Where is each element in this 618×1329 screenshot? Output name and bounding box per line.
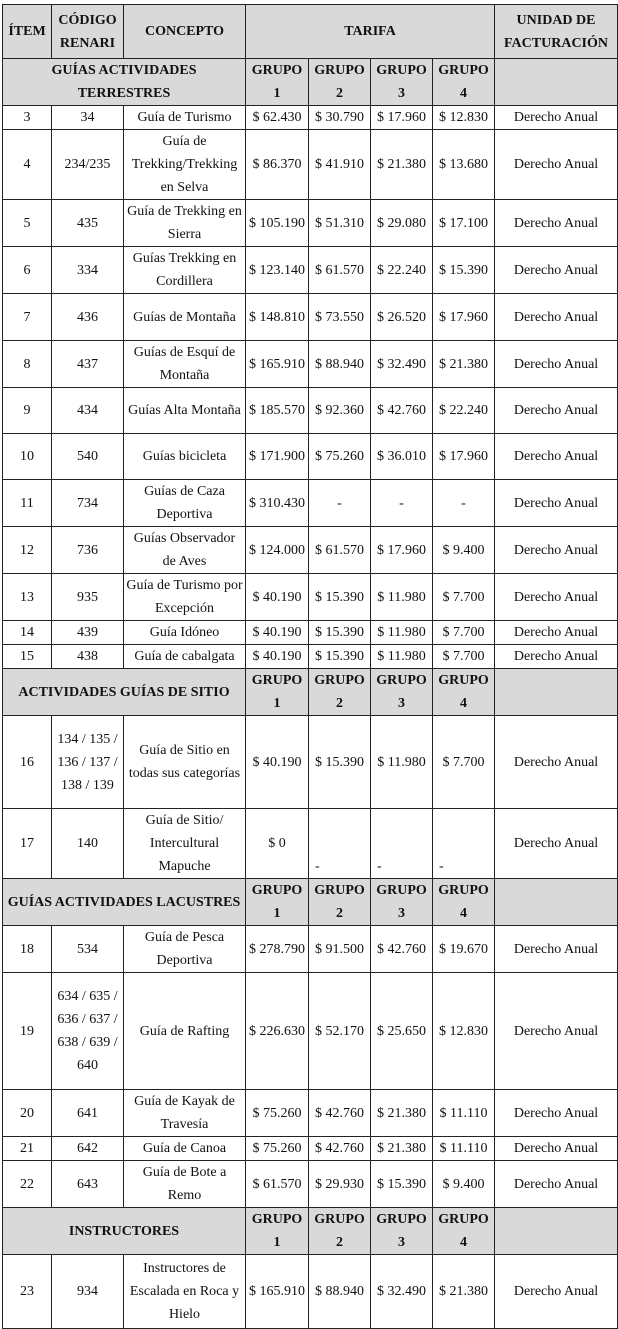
tariff-group-4: $ 7.700 <box>433 574 495 621</box>
billing-unit: Derecho Anual <box>495 809 618 879</box>
tariff-group-3: $ 21.380 <box>371 1137 433 1161</box>
concept: Guía de Bote a Remo <box>124 1161 246 1208</box>
table-row <box>3 574 618 621</box>
concept: Guía de Rafting <box>124 973 246 1090</box>
billing-unit: Derecho Anual <box>495 130 618 200</box>
billing-unit: Derecho Anual <box>495 247 618 294</box>
billing-unit: Derecho Anual <box>495 294 618 341</box>
item-number: 4 <box>3 130 52 200</box>
tariff-group-2: $ 91.500 <box>309 926 371 973</box>
item-number: 22 <box>3 1161 52 1208</box>
table-row <box>3 1090 618 1137</box>
tariff-group-4: $ 9.400 <box>433 1161 495 1208</box>
concept: Guías bicicleta <box>124 434 246 480</box>
tariff-group-3: $ 21.380 <box>371 130 433 200</box>
tariff-group-1: $ 75.260 <box>246 1137 309 1161</box>
renari-code: 437 <box>52 341 124 388</box>
tariff-group-4: $ 11.110 <box>433 1137 495 1161</box>
tariff-group-2: $ 61.570 <box>309 247 371 294</box>
item-number: 14 <box>3 621 52 645</box>
tariff-group-2: $ 15.390 <box>309 574 371 621</box>
group-header: GRUPO 2 <box>309 1208 371 1255</box>
concept: Guías Trekking en Cordillera <box>124 247 246 294</box>
tariff-group-4: $ 22.240 <box>433 388 495 434</box>
table-row <box>3 926 618 973</box>
concept: Guía de Sitio/ Intercultural Mapuche <box>124 809 246 879</box>
tariff-group-4: $ 17.960 <box>433 434 495 480</box>
renari-code: 641 <box>52 1090 124 1137</box>
concept: Guía de Kayak de Travesía <box>124 1090 246 1137</box>
item-number: 7 <box>3 294 52 341</box>
billing-unit: Derecho Anual <box>495 480 618 527</box>
renari-code: 436 <box>52 294 124 341</box>
tariff-group-3: $ 29.080 <box>371 200 433 247</box>
concept: Guía de Canoa <box>124 1137 246 1161</box>
header-unidad: UNIDAD DE FACTURACIÓN <box>495 5 618 59</box>
concept: Guía de Trekking/Trekking en Selva <box>124 130 246 200</box>
tariff-group-1: $ 40.190 <box>246 621 309 645</box>
billing-unit: Derecho Anual <box>495 716 618 809</box>
group-header: GRUPO 3 <box>371 879 433 926</box>
header-item: ÍTEM <box>3 5 52 59</box>
section-title: ACTIVIDADES GUÍAS DE SITIO <box>3 669 246 716</box>
tariff-group-2: $ 29.930 <box>309 1161 371 1208</box>
tariff-group-2: $ 42.760 <box>309 1090 371 1137</box>
table-row <box>3 973 618 1090</box>
tariff-group-2: $ 15.390 <box>309 645 371 669</box>
tariff-group-1: $ 40.190 <box>246 574 309 621</box>
section-blank <box>495 879 618 926</box>
group-header: GRUPO 1 <box>246 879 309 926</box>
tariff-group-1: $ 40.190 <box>246 716 309 809</box>
renari-code: 134 / 135 / 136 / 137 / 138 / 139 <box>52 716 124 809</box>
header-tarifa: TARIFA <box>246 5 495 59</box>
renari-code: 34 <box>52 106 124 130</box>
item-number: 19 <box>3 973 52 1090</box>
renari-code: 642 <box>52 1137 124 1161</box>
tariff-group-4: - <box>433 809 495 879</box>
table-row <box>3 200 618 247</box>
section-title: GUÍAS ACTIVIDADES LACUSTRES <box>3 879 246 926</box>
renari-code: 534 <box>52 926 124 973</box>
tariff-group-4: $ 17.960 <box>433 294 495 341</box>
renari-code: 334 <box>52 247 124 294</box>
tariff-group-4: $ 7.700 <box>433 645 495 669</box>
tariff-group-3: $ 36.010 <box>371 434 433 480</box>
tariff-group-1: $ 171.900 <box>246 434 309 480</box>
tariff-group-3: $ 26.520 <box>371 294 433 341</box>
tariff-group-1: $ 123.140 <box>246 247 309 294</box>
table-row <box>3 388 618 434</box>
billing-unit: Derecho Anual <box>495 973 618 1090</box>
section-row <box>3 59 618 106</box>
tariff-group-1: $ 310.430 <box>246 480 309 527</box>
header-concepto: CONCEPTO <box>124 5 246 59</box>
tariff-group-3: $ 17.960 <box>371 527 433 574</box>
item-number: 13 <box>3 574 52 621</box>
table-row <box>3 480 618 527</box>
item-number: 18 <box>3 926 52 973</box>
tariff-group-3: $ 21.380 <box>371 1090 433 1137</box>
tariff-group-3: $ 11.980 <box>371 716 433 809</box>
concept: Guía de Turismo por Excepción <box>124 574 246 621</box>
table-row <box>3 341 618 388</box>
renari-code: 439 <box>52 621 124 645</box>
item-number: 20 <box>3 1090 52 1137</box>
tariff-group-2: $ 61.570 <box>309 527 371 574</box>
section-blank <box>495 1208 618 1255</box>
tariff-group-4: $ 12.830 <box>433 973 495 1090</box>
group-header: GRUPO 3 <box>371 669 433 716</box>
tariff-group-1: $ 105.190 <box>246 200 309 247</box>
section-row <box>3 1208 618 1255</box>
tariff-group-2: $ 41.910 <box>309 130 371 200</box>
tariff-group-2: - <box>309 809 371 879</box>
billing-unit: Derecho Anual <box>495 1255 618 1329</box>
item-number: 15 <box>3 645 52 669</box>
group-header: GRUPO 2 <box>309 669 371 716</box>
table-row <box>3 106 618 130</box>
concept: Instructores de Escalada en Roca y Hielo <box>124 1255 246 1329</box>
group-header: GRUPO 1 <box>246 669 309 716</box>
item-number: 8 <box>3 341 52 388</box>
tariff-group-4: $ 7.700 <box>433 716 495 809</box>
tariff-group-3: - <box>371 809 433 879</box>
concept: Guía Idóneo <box>124 621 246 645</box>
billing-unit: Derecho Anual <box>495 1090 618 1137</box>
tariff-group-1: $ 75.260 <box>246 1090 309 1137</box>
renari-code: 935 <box>52 574 124 621</box>
table-row <box>3 1137 618 1161</box>
concept: Guía de Turismo <box>124 106 246 130</box>
billing-unit: Derecho Anual <box>495 1161 618 1208</box>
item-number: 12 <box>3 527 52 574</box>
tariff-group-2: $ 51.310 <box>309 200 371 247</box>
tariff-group-4: $ 13.680 <box>433 130 495 200</box>
billing-unit: Derecho Anual <box>495 621 618 645</box>
section-blank <box>495 59 618 106</box>
group-header: GRUPO 1 <box>246 59 309 106</box>
tariff-group-2: $ 88.940 <box>309 341 371 388</box>
group-header: GRUPO 4 <box>433 669 495 716</box>
tariff-group-2: $ 88.940 <box>309 1255 371 1329</box>
tariff-group-1: $ 40.190 <box>246 645 309 669</box>
tariff-group-3: $ 11.980 <box>371 574 433 621</box>
tariff-group-3: $ 42.760 <box>371 388 433 434</box>
renari-code: 643 <box>52 1161 124 1208</box>
tariff-group-1: $ 185.570 <box>246 388 309 434</box>
tariff-group-3: - <box>371 480 433 527</box>
concept: Guías de Caza Deportiva <box>124 480 246 527</box>
tariff-group-1: $ 124.000 <box>246 527 309 574</box>
table-row <box>3 527 618 574</box>
section-title: GUÍAS ACTIVIDADES TERRESTRES <box>3 59 246 106</box>
tariff-group-4: $ 21.380 <box>433 341 495 388</box>
tariff-group-1: $ 148.810 <box>246 294 309 341</box>
renari-code: 934 <box>52 1255 124 1329</box>
tariff-group-2: - <box>309 480 371 527</box>
concept: Guía de cabalgata <box>124 645 246 669</box>
tariff-group-2: $ 15.390 <box>309 716 371 809</box>
section-blank <box>495 669 618 716</box>
concept: Guía de Sitio en todas sus categorías <box>124 716 246 809</box>
tariff-group-4: $ 15.390 <box>433 247 495 294</box>
billing-unit: Derecho Anual <box>495 645 618 669</box>
header-row <box>3 5 618 59</box>
renari-code: 234/235 <box>52 130 124 200</box>
section-row <box>3 669 618 716</box>
tariff-group-3: $ 42.760 <box>371 926 433 973</box>
tariff-group-2: $ 30.790 <box>309 106 371 130</box>
renari-code: 434 <box>52 388 124 434</box>
billing-unit: Derecho Anual <box>495 341 618 388</box>
header-codigo: CÓDIGO RENARI <box>52 5 124 59</box>
billing-unit: Derecho Anual <box>495 434 618 480</box>
section-row <box>3 879 618 926</box>
renari-code: 140 <box>52 809 124 879</box>
section-title: INSTRUCTORES <box>3 1208 246 1255</box>
tariff-group-3: $ 15.390 <box>371 1161 433 1208</box>
group-header: GRUPO 4 <box>433 1208 495 1255</box>
concept: Guías Alta Montaña <box>124 388 246 434</box>
tariff-group-4: $ 21.380 <box>433 1255 495 1329</box>
tariff-group-2: $ 52.170 <box>309 973 371 1090</box>
tariff-group-3: $ 25.650 <box>371 973 433 1090</box>
tariff-group-3: $ 32.490 <box>371 1255 433 1329</box>
tariff-group-1: $ 226.630 <box>246 973 309 1090</box>
item-number: 17 <box>3 809 52 879</box>
billing-unit: Derecho Anual <box>495 388 618 434</box>
group-header: GRUPO 3 <box>371 59 433 106</box>
item-number: 11 <box>3 480 52 527</box>
tariff-group-1: $ 61.570 <box>246 1161 309 1208</box>
item-number: 16 <box>3 716 52 809</box>
tariff-group-4: - <box>433 480 495 527</box>
renari-code: 435 <box>52 200 124 247</box>
table-row <box>3 645 618 669</box>
tariff-group-3: $ 11.980 <box>371 645 433 669</box>
renari-code: 634 / 635 / 636 / 637 / 638 / 639 / 640 <box>52 973 124 1090</box>
tariff-group-4: $ 11.110 <box>433 1090 495 1137</box>
tariff-group-1: $ 165.910 <box>246 341 309 388</box>
tariff-group-2: $ 75.260 <box>309 434 371 480</box>
tariff-group-1: $ 86.370 <box>246 130 309 200</box>
item-number: 23 <box>3 1255 52 1329</box>
renari-code: 540 <box>52 434 124 480</box>
concept: Guía de Pesca Deportiva <box>124 926 246 973</box>
table-row <box>3 434 618 480</box>
table-row <box>3 247 618 294</box>
tariff-group-4: $ 7.700 <box>433 621 495 645</box>
tariff-group-2: $ 15.390 <box>309 621 371 645</box>
table-row <box>3 1161 618 1208</box>
group-header: GRUPO 2 <box>309 879 371 926</box>
group-header: GRUPO 3 <box>371 1208 433 1255</box>
tariff-group-3: $ 22.240 <box>371 247 433 294</box>
table-row <box>3 621 618 645</box>
table-row <box>3 716 618 809</box>
concept: Guía de Trekking en Sierra <box>124 200 246 247</box>
renari-code: 734 <box>52 480 124 527</box>
billing-unit: Derecho Anual <box>495 106 618 130</box>
billing-unit: Derecho Anual <box>495 574 618 621</box>
tariff-group-1: $ 278.790 <box>246 926 309 973</box>
tariff-group-2: $ 73.550 <box>309 294 371 341</box>
table-row <box>3 130 618 200</box>
tariff-group-3: $ 32.490 <box>371 341 433 388</box>
concept: Guías Observador de Aves <box>124 527 246 574</box>
item-number: 3 <box>3 106 52 130</box>
billing-unit: Derecho Anual <box>495 200 618 247</box>
concept: Guías de Esquí de Montaña <box>124 341 246 388</box>
tariff-group-2: $ 92.360 <box>309 388 371 434</box>
tariff-group-4: $ 12.830 <box>433 106 495 130</box>
table-row <box>3 809 618 879</box>
tariff-group-4: $ 17.100 <box>433 200 495 247</box>
tarifas-table <box>2 4 618 1329</box>
item-number: 5 <box>3 200 52 247</box>
tariff-group-1: $ 165.910 <box>246 1255 309 1329</box>
renari-code: 736 <box>52 527 124 574</box>
billing-unit: Derecho Anual <box>495 527 618 574</box>
tariff-group-3: $ 11.980 <box>371 621 433 645</box>
tariff-group-4: $ 19.670 <box>433 926 495 973</box>
renari-code: 438 <box>52 645 124 669</box>
group-header: GRUPO 2 <box>309 59 371 106</box>
table-row <box>3 294 618 341</box>
billing-unit: Derecho Anual <box>495 1137 618 1161</box>
tariff-group-3: $ 17.960 <box>371 106 433 130</box>
group-header: GRUPO 1 <box>246 1208 309 1255</box>
table-row <box>3 1255 618 1329</box>
item-number: 9 <box>3 388 52 434</box>
tariff-group-1: $ 0 <box>246 809 309 879</box>
group-header: GRUPO 4 <box>433 59 495 106</box>
concept: Guías de Montaña <box>124 294 246 341</box>
item-number: 21 <box>3 1137 52 1161</box>
tariff-group-1: $ 62.430 <box>246 106 309 130</box>
group-header: GRUPO 4 <box>433 879 495 926</box>
item-number: 10 <box>3 434 52 480</box>
item-number: 6 <box>3 247 52 294</box>
tariff-group-2: $ 42.760 <box>309 1137 371 1161</box>
tariff-group-4: $ 9.400 <box>433 527 495 574</box>
billing-unit: Derecho Anual <box>495 926 618 973</box>
